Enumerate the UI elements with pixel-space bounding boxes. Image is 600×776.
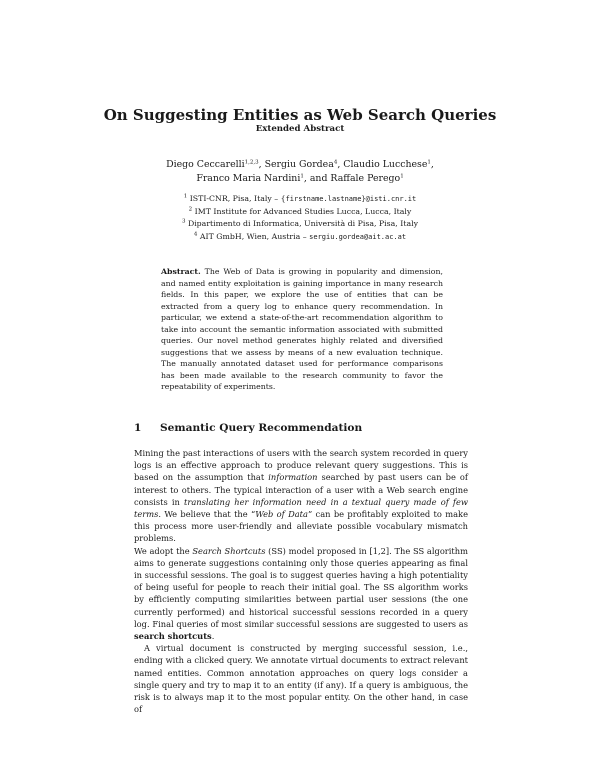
- author-line-1: Diego Ceccarelli$^{1,2,3}$, Sergiu Gordea$^4$, Claudio Lucchese$^1$,: [166, 159, 434, 170]
- section-number: 1: [134, 422, 142, 434]
- text-run: searched by past users can be of interest to others. The typical interaction of a user with a Web search engine consists in: [134, 472, 468, 507]
- affil-number: 1: [183, 193, 188, 200]
- paper-subtitle: Extended Abstract: [255, 124, 345, 134]
- affiliation-item: [150, 206, 450, 219]
- affil-number: 3: [181, 218, 186, 225]
- emphasis: Search Shortcuts: [192, 545, 266, 556]
- affiliation-list: [150, 193, 450, 243]
- text-run: . We believe that the “: [158, 509, 256, 520]
- text-run: ” can be profitably exploited to make this process more user-friendly and alleviate possible vocabulary mismatch problems.: [134, 509, 468, 544]
- text-run: .: [211, 631, 215, 642]
- affil-text: ISTI-CNR, Pisa, Italy – {: [189, 194, 286, 203]
- paragraph: A virtual document is constructed by merging successful session, i.e., ending with a clicked query. We annotate virtual documents to extract relevant named entities. Common annotation approaches on query logs consider a single query and try to map it to an entity (if any). If a query is ambiguous, the risk is to always map it to the most popular entity. On the other hand, in case of: [134, 643, 468, 715]
- emphasis: information: [268, 472, 318, 483]
- affil-number: 2: [188, 206, 193, 212]
- affil-email: firstname.lastname: [285, 195, 362, 203]
- abstract-text: The Web of Data is growing in popularity and dimension, and named entity exploitation is gaining importance in many research fields. In this paper, we explore the use of entities that can be extracted from a query log to enhance query recommendation. In particular, we extend a state-of-the-art recommendation algorithm to take into account the semantic information associated with submitted queries. Our novel method generates highly related and diversified suggestions that we assess by means of a new evaluation technique. The manually annotated dataset used for performance comparisons has been made available to the research community to favor the repeatability of experiments.: [161, 267, 443, 391]
- affil-email: sergiu.gordea@ait.ac.at: [309, 232, 407, 241]
- text-run: We adopt the: [134, 545, 193, 556]
- section-heading: [134, 422, 362, 434]
- abstract-label: Abstract.: [161, 267, 201, 276]
- abstract: [161, 266, 443, 393]
- author-name: , Sergiu Gordea: [258, 159, 334, 170]
- affil-email-domain: }@isti.cnr.it: [361, 195, 417, 203]
- author-name: Franco Maria Nardini: [196, 173, 301, 184]
- author-affil-mark: 4: [333, 159, 338, 166]
- affil-text: IMT Institute for Advanced Studies Lucca, Lucca, Italy: [194, 206, 412, 216]
- text-run: Mining the past interactions of users with the search system recorded in query logs is an effective approach to produce relevant query suggestions. This is based on the assumption that: [134, 448, 468, 483]
- author-affil-mark: 1,2,3: [244, 159, 259, 166]
- section-title: Semantic Query Recommendation: [160, 422, 363, 434]
- text-run: (SS) model proposed in [1,2]. The SS algorithm aims to generate suggestions containing only those queries appearing as final in successful sessions. The goal is to suggest queries having a high potentiality of being useful for people to reach their initial goal. The SS algorithm works by efficiently computing similarities between partial user sessions (the one currently performed) and historical successful sessions recorded in a query log. Final queries of most similar successful sessions are suggested to users as: [134, 545, 468, 629]
- author-affil-mark: 1: [400, 173, 404, 180]
- affil-number: 4: [193, 231, 198, 237]
- paragraph: [134, 545, 468, 643]
- paragraph: [134, 447, 468, 545]
- paper-title: On Suggesting Entities as Web Search Queries: [103, 106, 497, 124]
- affil-text: Dipartimento di Informatica, Università di Pisa, Pisa, Italy: [187, 219, 419, 228]
- author-name: , and Raffale Perego: [303, 173, 401, 184]
- affil-text: AIT GmbH, Wien, Austria –: [199, 231, 310, 241]
- bold-term: search shortcuts: [134, 631, 212, 642]
- affiliation-item: [150, 218, 450, 231]
- author-affil-mark: 1: [427, 159, 431, 166]
- author-line-2: [150, 172, 450, 186]
- section-body: [134, 447, 468, 715]
- affiliation-item: [150, 231, 450, 244]
- emphasis: Web of Data: [255, 509, 308, 520]
- emphasis: translating her information need in a textual query made of few terms: [134, 496, 468, 520]
- author-affil-mark: 1: [300, 173, 304, 180]
- author-name: Diego Ceccarelli: [166, 159, 245, 170]
- author-name: , Claudio Lucchese: [337, 159, 428, 170]
- author-list: [150, 158, 450, 186]
- affiliation-item: [150, 193, 450, 206]
